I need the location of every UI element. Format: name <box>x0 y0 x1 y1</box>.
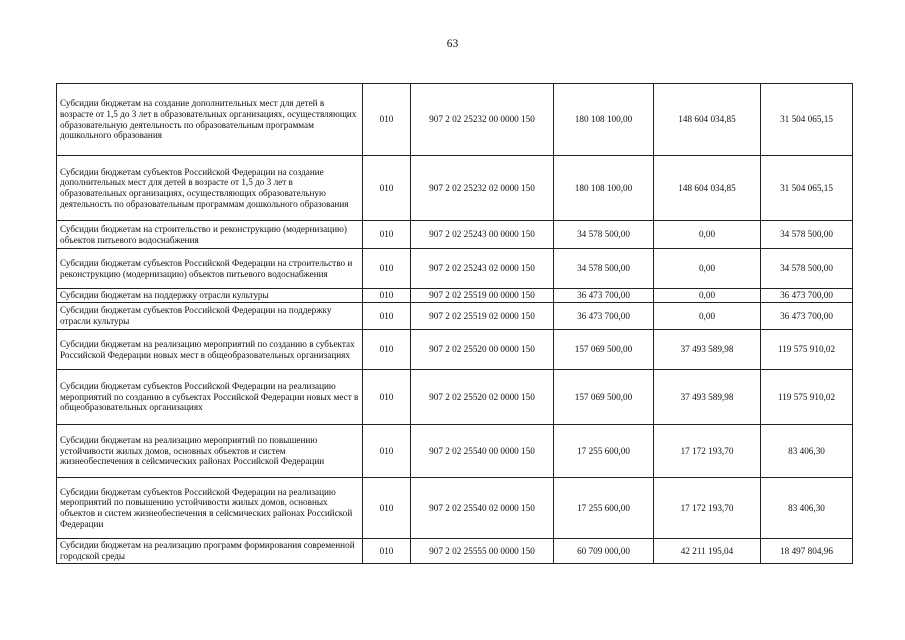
row-remainder: 36 473 700,00 <box>761 303 853 330</box>
row-name: Субсидии бюджетам субъектов Российской Федерации на строительство и реконструкцию (модернизацию) объектов питьевого водоснабжения <box>57 249 363 289</box>
row-admin-code: 010 <box>363 370 411 425</box>
row-budget-code: 907 2 02 25540 02 0000 150 <box>411 478 554 539</box>
table-row <box>57 84 853 156</box>
row-budget-code: 907 2 02 25519 00 0000 150 <box>411 289 554 303</box>
table-row <box>57 156 853 221</box>
row-name: Субсидии бюджетам субъектов Российской Федерации на реализацию мероприятий по повышению устойчивости жилых домов, основных объектов и систем жизнеобеспечения в сейсмических районах Российской Федерации <box>57 478 363 539</box>
row-admin-code: 010 <box>363 303 411 330</box>
row-remainder: 119 575 910,02 <box>761 370 853 425</box>
row-admin-code: 010 <box>363 84 411 156</box>
table-row <box>57 249 853 289</box>
table-row <box>57 330 853 370</box>
row-executed: 148 604 034,85 <box>654 156 761 221</box>
row-budget-code: 907 2 02 25232 00 0000 150 <box>411 84 554 156</box>
row-budget-code: 907 2 02 25232 02 0000 150 <box>411 156 554 221</box>
row-budget-code: 907 2 02 25520 00 0000 150 <box>411 330 554 370</box>
row-name: Субсидии бюджетам на реализацию программ формирования современной городской среды <box>57 539 363 564</box>
row-remainder: 31 504 065,15 <box>761 84 853 156</box>
row-remainder: 83 406,30 <box>761 478 853 539</box>
table-row <box>57 425 853 478</box>
row-executed: 0,00 <box>654 289 761 303</box>
row-name: Субсидии бюджетам на реализацию мероприятий по созданию в субъектах Российской Федерации новых мест в общеобразовательных организациях <box>57 330 363 370</box>
table-row <box>57 478 853 539</box>
table-row <box>57 221 853 249</box>
page-number: 63 <box>446 38 459 50</box>
row-executed: 17 172 193,70 <box>654 478 761 539</box>
row-remainder: 83 406,30 <box>761 425 853 478</box>
row-executed: 37 493 589,98 <box>654 370 761 425</box>
row-name: Субсидии бюджетам субъектов Российской Федерации на создание дополнительных мест для детей в возрасте от 1,5 до 3 лет в образовательных организациях, осуществляющих образовательную деятельность по образовательным программам дошкольного образования <box>57 156 363 221</box>
row-remainder: 31 504 065,15 <box>761 156 853 221</box>
row-name: Субсидии бюджетам на создание дополнительных мест для детей в возрасте от 1,5 до 3 лет в образовательных организациях, осуществляющих образовательную деятельность по образовательным программам дошкольного образования <box>57 84 363 156</box>
row-plan: 17 255 600,00 <box>554 425 654 478</box>
row-plan: 34 578 500,00 <box>554 221 654 249</box>
row-executed: 37 493 589,98 <box>654 330 761 370</box>
row-budget-code: 907 2 02 25519 02 0000 150 <box>411 303 554 330</box>
row-name: Субсидии бюджетам на строительство и реконструкцию (модернизацию) объектов питьевого водоснабжения <box>57 221 363 249</box>
row-budget-code: 907 2 02 25520 02 0000 150 <box>411 370 554 425</box>
table-row <box>57 303 853 330</box>
row-plan: 157 069 500,00 <box>554 330 654 370</box>
row-budget-code: 907 2 02 25540 00 0000 150 <box>411 425 554 478</box>
row-name: Субсидии бюджетам субъектов Российской Федерации на реализацию мероприятий по созданию в субъектах Российской Федерации новых мест в общеобразовательных организациях <box>57 370 363 425</box>
budget-table <box>56 83 853 564</box>
row-remainder: 119 575 910,02 <box>761 330 853 370</box>
row-remainder: 34 578 500,00 <box>761 221 853 249</box>
row-executed: 42 211 195,04 <box>654 539 761 564</box>
row-executed: 17 172 193,70 <box>654 425 761 478</box>
row-admin-code: 010 <box>363 249 411 289</box>
row-plan: 180 108 100,00 <box>554 84 654 156</box>
row-budget-code: 907 2 02 25555 00 0000 150 <box>411 539 554 564</box>
row-admin-code: 010 <box>363 289 411 303</box>
table-row <box>57 539 853 564</box>
row-name: Субсидии бюджетам на реализацию мероприятий по повышению устойчивости жилых домов, основных объектов и систем жизнеобеспечения в сейсмических районах Российской Федерации <box>57 425 363 478</box>
row-executed: 0,00 <box>654 303 761 330</box>
row-plan: 36 473 700,00 <box>554 303 654 330</box>
table-row <box>57 289 853 303</box>
row-admin-code: 010 <box>363 156 411 221</box>
row-remainder: 34 578 500,00 <box>761 249 853 289</box>
row-executed: 0,00 <box>654 221 761 249</box>
row-plan: 17 255 600,00 <box>554 478 654 539</box>
table-row <box>57 370 853 425</box>
row-plan: 36 473 700,00 <box>554 289 654 303</box>
row-budget-code: 907 2 02 25243 00 0000 150 <box>411 221 554 249</box>
row-admin-code: 010 <box>363 330 411 370</box>
row-remainder: 36 473 700,00 <box>761 289 853 303</box>
row-admin-code: 010 <box>363 539 411 564</box>
row-plan: 60 709 000,00 <box>554 539 654 564</box>
row-plan: 157 069 500,00 <box>554 370 654 425</box>
row-admin-code: 010 <box>363 478 411 539</box>
row-name: Субсидии бюджетам субъектов Российской Федерации на поддержку отрасли культуры <box>57 303 363 330</box>
row-executed: 148 604 034,85 <box>654 84 761 156</box>
row-name: Субсидии бюджетам на поддержку отрасли культуры <box>57 289 363 303</box>
row-remainder: 18 497 804,96 <box>761 539 853 564</box>
row-admin-code: 010 <box>363 425 411 478</box>
row-plan: 180 108 100,00 <box>554 156 654 221</box>
row-plan: 34 578 500,00 <box>554 249 654 289</box>
row-executed: 0,00 <box>654 249 761 289</box>
row-admin-code: 010 <box>363 221 411 249</box>
row-budget-code: 907 2 02 25243 02 0000 150 <box>411 249 554 289</box>
